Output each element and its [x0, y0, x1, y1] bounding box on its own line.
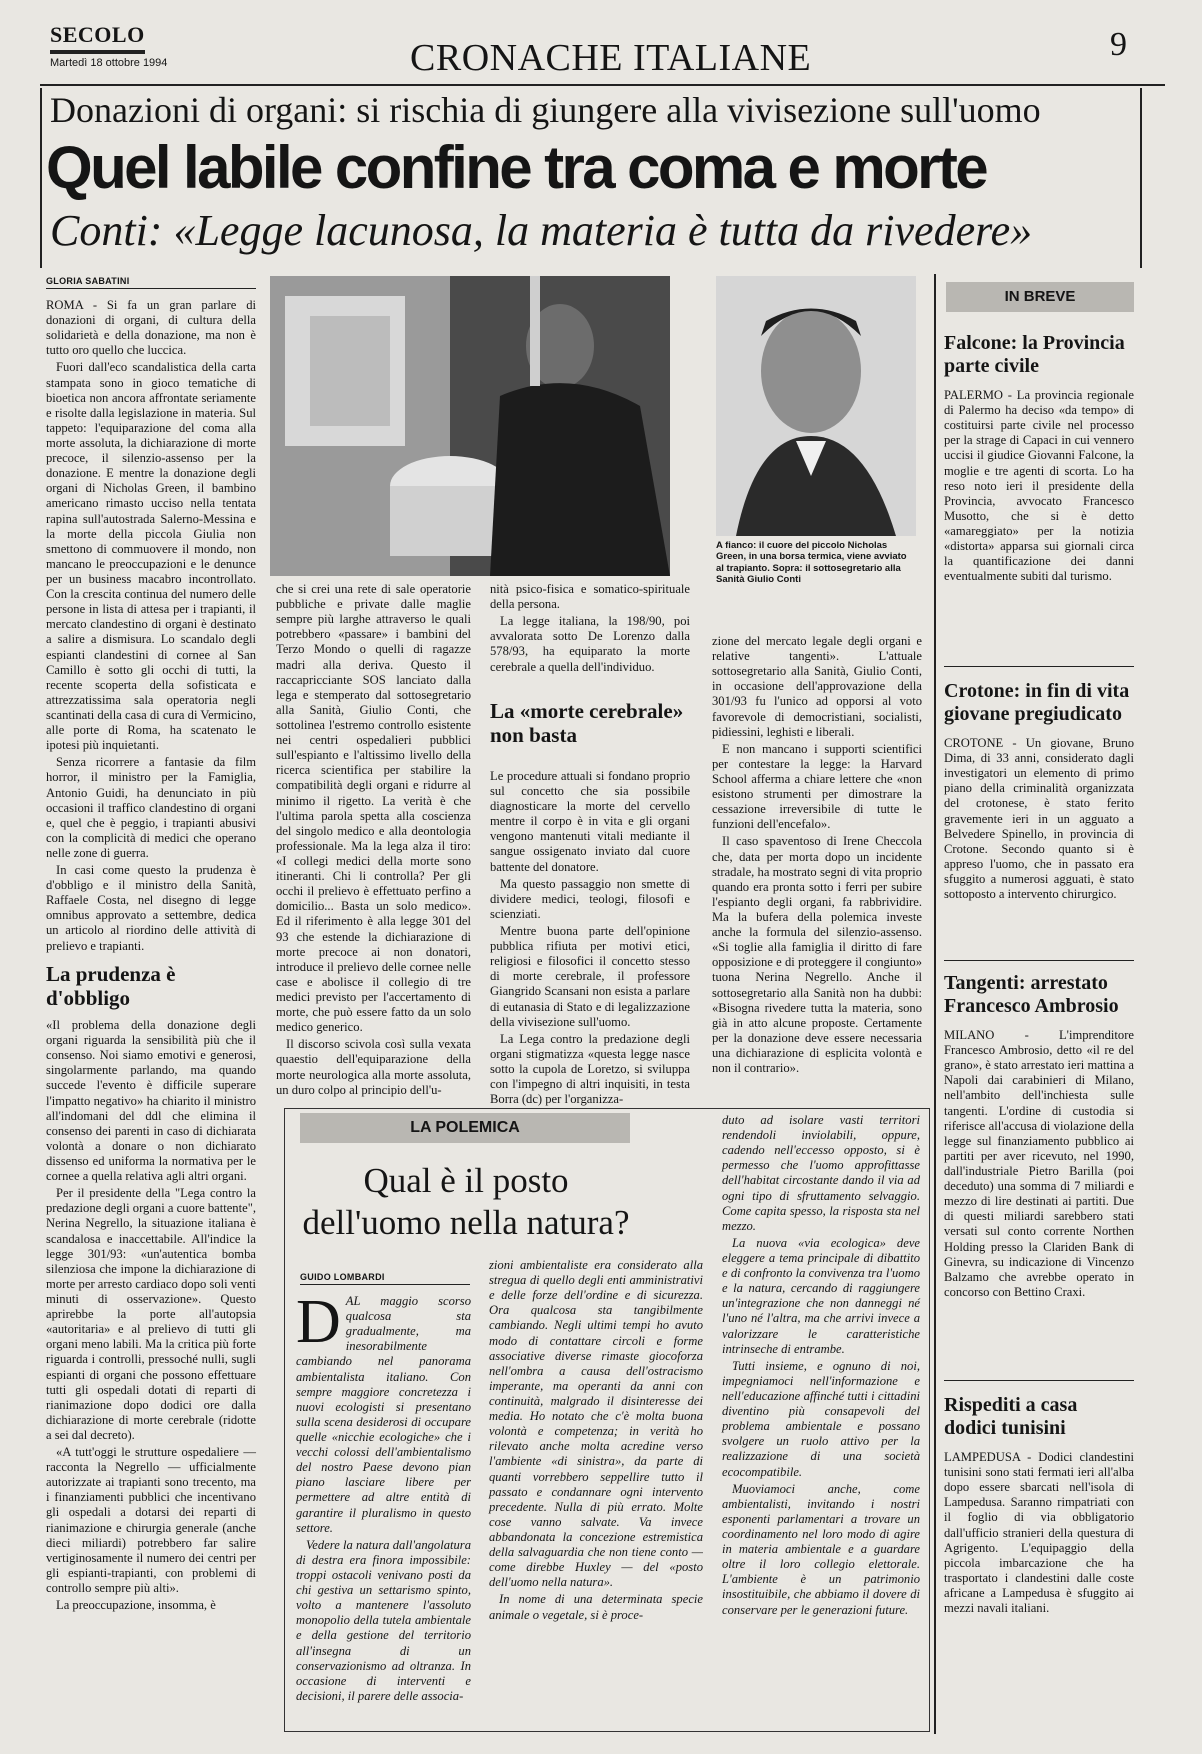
paragraph: La Lega contro la predazione degli organi stigmatizza «questa legge nasce sotto la cupola de Loretzo, si sviluppa con l'impegno di altri inquisiti, in testa Borra (dc) per l'organizza- [490, 1031, 690, 1107]
paragraph: Senza ricorrere a fantasie da film horror, il ministro per la Famiglia, Antonio Guidi, ha denunciato in più occasioni il traffico clandestino di organi e, quel che è peggio, i trapianti abusivi con la complicità di medici che operano nelle zone di guerra. [46, 755, 256, 860]
brief-text: LAMPEDUSA - Dodici clandestini tunisini sono stati fermati ieri all'alba dopo essere sbarcati nell'isola di Lampedusa. Saranno rimpatriati con il foglio di via obbligatorio dall'ufficio stranieri della questura di Agrigento. L'equipaggio della piccola imbarcazione che ha trasportato i clandestini dalle coste africane a Lampedusa è sfuggito ai mezzi navali italiani. [944, 1450, 1134, 1616]
subheading: La prudenza è d'obbligo [46, 961, 176, 1010]
paragraph: «A tutt'oggi le strutture ospedaliere — racconta la Negrello — ufficialmente autorizzate ai trapianti sono trecento, ma i finanziamenti pubblici che incentivano gli ospedali a dotarsi dei reparti di rianimazione e chirurgia generale (anche dieci miliardi) potrebbero far salire vertiginosamente il numero dei centri per gli espianti-trapianti, con problemi di controllo sempre più alti». [46, 1445, 256, 1596]
paper-name: SECOLO [50, 22, 145, 47]
paragraph: zione del mercato legale degli organi e relative tangenti». L'attuale sottosegretario alla Sanità, Giulio Conti, in occasione dell'approvazione della 301/93 fu l'unico ad opporsi al voto favorevole di democristiani, socialisti, pidiessini, leghisti e liberali. [712, 634, 922, 739]
in-breve-label: IN BREVE [946, 282, 1134, 312]
main-byline: GLORIA SABATINI [46, 276, 130, 286]
brief-item [944, 972, 1134, 1352]
paragraph: Per il presidente della "Lega contro la predazione degli organi a cuore battente", Nerina Negrello, la situazione italiana è scandalosa e inaccettabile. All'indice la legge 301/93: «un'autentica bomba silenziosa che impone la dichiarazione di morte per arresto cardiaco dopo soli venti minuti di osservazione». Questo aprirebbe la porte all'autopsia «autoritaria» e al prelievo di tutti gli organi meno labili. Ma la critica più forte riguarda i controlli, pressoché nulli, sugli espianti di organi che possono effettuare tutti gli ospedali dotati di reparti di rianimazione dopo dodici ore dalla dichiarazione di morte cerebrale (ridotte a sei dal decreto). [46, 1186, 256, 1442]
main-column-3 [490, 582, 690, 1107]
paragraph: La nuova «via ecologica» deve eleggere a tema principale di dibattito e di confronto la convivenza tra l'uomo e la natura, cercando di raggiungere un'integrazione che non danneggi né l'uno né l'altra, ma che arrivi invece a valorizzare le caratteristiche intrinseche di entrambe. [722, 1235, 920, 1356]
polemica-column-1 [296, 1288, 471, 1724]
polemica-column-2 [489, 1258, 703, 1724]
paragraph: Muoviamoci anche, come ambientalisti, invitando i nostri esponenti parlamentari a trovare un coordinamento nel loro modo di agire in materia ambientale e a guardare oltre il loro collegio elettorale. L'ambiente è un patrimonio insostituibile, che abbiamo il dovere di conservare per le generazioni future. [722, 1481, 920, 1617]
main-column-4 [712, 634, 922, 1088]
paragraph: La legge italiana, la 198/90, poi avvalorata sotto De Lorenzo dalla 578/93, ha equiparato la morte cerebrale a quella dell'individuo. [490, 614, 690, 674]
brief-item [944, 1394, 1134, 1724]
polemica-column-3 [722, 1113, 920, 1723]
paragraph: ROMA - Si fa un gran parlare di donazioni di organi, di cultura della solidarietà e della donazione, ma non è tutto oro quello che luccica. [46, 298, 256, 358]
brief-title: Rispediti a casa dodici tunisini [944, 1394, 1078, 1439]
in-breve-sidebar [934, 274, 936, 1734]
paragraph: AL maggio scorso qualcosa sta gradualmente, ma inesorabilmente cambiando nel panorama ambientalista italiano. Con sempre maggiore concretezza i nuovi ecologisti si presentano sulla scena desiderosi di occupare quelle «nicchie ecologiche» che i vecchi colossi dell'ambientalismo del nostro Paese devono pian piano lasciare libere per permettere ad altre entità di garantire il pluralismo in questo settore. [296, 1294, 471, 1535]
paragraph: Il caso spaventoso di Irene Checcola che, data per morta dopo un incidente stradale, ha mostrato segni di vita proprio quando era pronta sotto i ferri per subire l'espianto degli organi, fa rabbrividire. Ma la bufera della polemica investe anche la formula del silenzio-assenso. «Si toglie alla famiglia il diritto di fare opposizione e di proteggere il congiunto» tuona Nerina Negrello. Anche il sottosegretario alla Sanità non ha dubbi: «Bisogna rivedere tutta la materia, sono già in atto alcune proposte. Certamente per la donazione deve essere necessaria una dichiarazione di esplicita volontà e non il contrario». [712, 834, 922, 1076]
paragraph: nità psico-fisica e somatico-spirituale della persona. [490, 582, 690, 612]
paragraph: Tutti insieme, e ognuno di noi, impegniamoci nell'informazione e nell'educazione affinché tutti i cittadini diventino più consapevoli del problema ambientale e possano svolgere un ruolo attivo per la realizzazione di una società ecocompatibile. [722, 1358, 920, 1479]
paragraph: Mentre buona parte dell'opinione pubblica rifiuta per motivi etici, religiosi e filosofici il concetto stesso di morte cerebrale, il professore Giangrido Scansani non esista a parlare di eutanasia di Stato e di legalizzazione della vivisezione sull'uomo. [490, 924, 690, 1029]
brief-text: PALERMO - La provincia regionale di Palermo ha deciso «da tempo» di costituirsi parte civile nel processo per la strage di Capaci in cui vennero uccisi il giudice Giovanni Falcone, la moglie e tre agenti di scorta. Lo ha reso noto ieri il presidente della Provincia, avvocato Francesco Musotto, che si è detto «amareggiato» per la notizia «distorta» apparsa sui giornali circa la quantificazione dei danni eventualmente subiti dal turismo. [944, 388, 1134, 584]
paragraph: Vedere la natura dall'angolatura di destra era finora impossibile: troppi ostacoli venivano posti da chi gestiva un settarismo spinto, volto a mantenere l'assoluto monopolio della tutela ambientale e della gestione del territorio all'insegna di un conservazionismo ad oltranza. In occasione di interventi e decisioni, il parere delle associa- [296, 1537, 471, 1703]
portrait-image [716, 276, 916, 536]
drop-cap: D [296, 1288, 341, 1356]
paragraph: che si crei una rete di sale operatorie pubbliche e private dalle maglie sempre più larghe attraverso le quali potrebbero «passare» i bambini del Terzo Mondo o quelli di ragazze madri alla deriva. Questo il raccapricciante SOS lanciato dalla lega e stemperato dal sottosegretario alla Sanità, Giulio Conti, che sottolinea l'estremo controllo esistente nei centri ospedalieri pubblici sull'espianto e l'altissimo livello della ricerca scientifica per stabilire la compatibilità degli organi e ridurre al minimo il rigetto. La verità è che l'ultima parola spetta alla coscienza del singolo medico e alla deontologia professionale. Ma la lega alza il tiro: «I collegi medici della morte sono itineranti. Chi li controlla? Per gli occhi il prelievo è effettuato perfino a domicilio... Basta un solo medico». Ed il riferimento è alla legge 301 del 93 che estende la dichiarazione di morte precoce ai non donatori, introduce il prelievo delle cornee nelle case e abolisce il collegio di tre medici previsto per l'accertamento di morte, che può essere fatto da un solo medico generico. [276, 582, 471, 1035]
section-title: CRONACHE ITALIANE [410, 37, 812, 79]
paragraph: Il discorso scivola così sulla vexata quaestio dell'equiparazione della morte neurologica alla morte assoluta, un duro colpo al principio dell'u- [276, 1037, 471, 1097]
main-column-1 [46, 298, 256, 1730]
photo-heart-transplant [270, 276, 670, 576]
polemica-title: Qual è il posto dell'uomo nella natura? [302, 1161, 630, 1242]
brief-text: MILANO - L'imprenditore Francesco Ambrosio, detto «il re del grano», è stato arrestato ieri mattina a Napoli dai carabinieri di Milano, nell'ambito dell'inchiesta sulle tangenti. L'ordine di custodia si riferisce all'accusa di violazione della legge sul finanziamento pubblico ai partiti per aver ricevuto, nel 1990, dall'industriale Pietro Barilla (poi deceduto) una somma di 7 miliardi e mezzo di lire destinati ai partiti. Due di questi miliardi sarebbero stati versati sul conto corrente Northen Holding presso la Clariden Bank di Ginevra, su indicazione di Vincenzo Balzamo che avrebbe operato in concorso con Bettino Craxi. [944, 1028, 1134, 1299]
subheading: La «morte cerebrale» non basta [490, 698, 684, 747]
paragraph: duto ad isolare vasti territori rendendoli inviolabili, oppure, cadendo nell'eccesso opposto, si è permesso che l'uomo approfittasse dell'habitat circostante dando il via ad ogni tipo di sfruttamento selvaggio. Come capita spesso, la risposta sta nel mezzo. [722, 1113, 920, 1233]
paragraph: Fuori dall'eco scandalistica della carta stampata sono in gioco tematiche di bioetica non ancora affrontate seriamente e risolte dalla legislazione in materia. Sul tappeto: l'equiparazione del coma alla morte assoluta, la dichiarazione di morte precoce, il silenzio-assenso per la donazione. E mentre la donazione degli organi di Nicholas Green, il bambino americano rimasto ucciso nella tentata rapina sull'autostrada Salerno-Messina e la morte della piccola Giulia non smettono di commuovere il mondo, non mancano le preoccupazioni e le denunce per un business macabro incontrollato. Con la crescita continua del numero delle persone in lista di attesa per i trapianti, il mercato clandestino di organi è destinato a salire a dismisura. Lo scandalo degli espianti clandestini di cornee al San Camillo è sotto gli occhi di tutti, la recente scoperta della sofisticata e attrezzatissima sala operatoria negli scantinati della casa di cura di Vermicino, alle porte di Roma, ha scatenato le ipotesi più inquietanti. [46, 360, 256, 753]
headline-title: Quel labile confine tra coma e morte [46, 134, 987, 201]
brief-item [944, 332, 1134, 650]
paragraph: In casi come questo la prudenza è d'obbligo e il ministro della Sanità, Raffaele Costa, nel disegno di legge omnibus approvato a settembre, dedica un articolo al riordino delle attività di prelievo e trapianti. [46, 863, 256, 953]
photo-giulio-conti [716, 276, 916, 536]
kicker: Donazioni di organi: si rischia di giungere alla vivisezione sull'uomo [50, 90, 1041, 130]
paragraph: La preoccupazione, insomma, è [56, 1598, 216, 1613]
photo-caption: A fianco: il cuore del piccolo Nicholas Green, in una borsa termica, viene avviato al trapianto. Sopra: il sottosegretario alla Sanità Giulio Conti [716, 540, 907, 586]
brief-text: CROTONE - Un giovane, Bruno Dima, di 33 anni, considerato dagli investigatori un elemento di primo piano della criminalità organizzata del crotonese, è stato ferito gravemente ieri in un agguato a Belvedere Spinello, in provincia di Crotone. Secondo quanto si è appreso l'uomo, che in passato era sfuggito a numerosi agguati, è stato sottoposto a intervento chirurgico. [944, 736, 1134, 902]
headline-subtitle: Conti: «Legge lacunosa, la materia è tutta da rivedere» [50, 206, 1033, 255]
paragraph: In nome di una determinata specie animale o vegetale, si è proce- [489, 1592, 703, 1622]
heart-bag-image [270, 276, 670, 576]
paragraph: Ma questo passaggio non smette di dividere medici, teologi, filosofi e scienziati. [490, 876, 690, 921]
polemica-label: LA POLEMICA [300, 1113, 630, 1143]
main-column-2 [276, 582, 471, 1097]
brief-item [944, 680, 1134, 930]
brief-title: Tangenti: arrestato Francesco Ambrosio [944, 972, 1119, 1017]
brief-title: Falcone: la Provincia parte civile [944, 332, 1125, 377]
masthead [0, 0, 1202, 90]
polemica-byline: GUIDO LOMBARDI [300, 1272, 385, 1282]
paragraph: E non mancano i supporti scientifici per contestare la legge: la Harvard School afferma a chiare lettere che «non esistono strumenti per dimostrare la cessazione irreversibile di tutte le funzioni dell'encefalo». [712, 741, 922, 832]
paragraph: «Il problema della donazione degli organi riguarda la sensibilità più che il consenso. Noi siamo emotivi e generosi, singolarmente parlando, ma quando succede l'evento è difficile superare l'impatto negativo» ha chiarito il ministro all'indomani del ddl che elimina il consenso dei parenti in caso di dichiarata volontà a donare o non dichiarato dissenso ed uniforma la normativa per le cornee a quella relativa agli altri organi. [46, 1017, 256, 1184]
brief-title: Crotone: in fin di vita giovane pregiudicato [944, 680, 1130, 725]
paragraph: zioni ambientaliste era considerato alla stregua di quello degli enti amministrativi e delle forze dell'ordine e di sicurezza. Ora qualcosa sta tangibilmente cambiando. Negli ultimi tempi ho avuto modo di contattare circoli e forme associative diverse rimaste giocoforza nell'ombra a causa dell'ostracismo imperante, ma operanti da anni con continuità, malgrado il disinteresse dei media. Ho notato che c'è molta buona volontà e competenza; in verità ho rilevato anche molta acredine verso l'ambiente «di sinistra», da parte di quanti vorrebbero seppellire tutto il passato e condannare ogni intervento precedente. Nulla di più errato. Molte cose vanno salvate. Va invece abbandonata la concezione estremistica della salvaguardia che non tiene conto — come direbbe Huxley — del «posto dell'uomo nella natura». [489, 1258, 703, 1590]
page-number: 9 [1110, 26, 1127, 63]
issue-date: Martedì 18 ottobre 1994 [50, 57, 168, 69]
paragraph: Le procedure attuali si fondano proprio sul concetto che sia possibile diagnosticare la morte del cervello mentre il corpo è in vita e gli organi vengono mantenuti vitali mediante il sangue ossigenato inviato dal cuore battente del donatore. [490, 768, 690, 874]
